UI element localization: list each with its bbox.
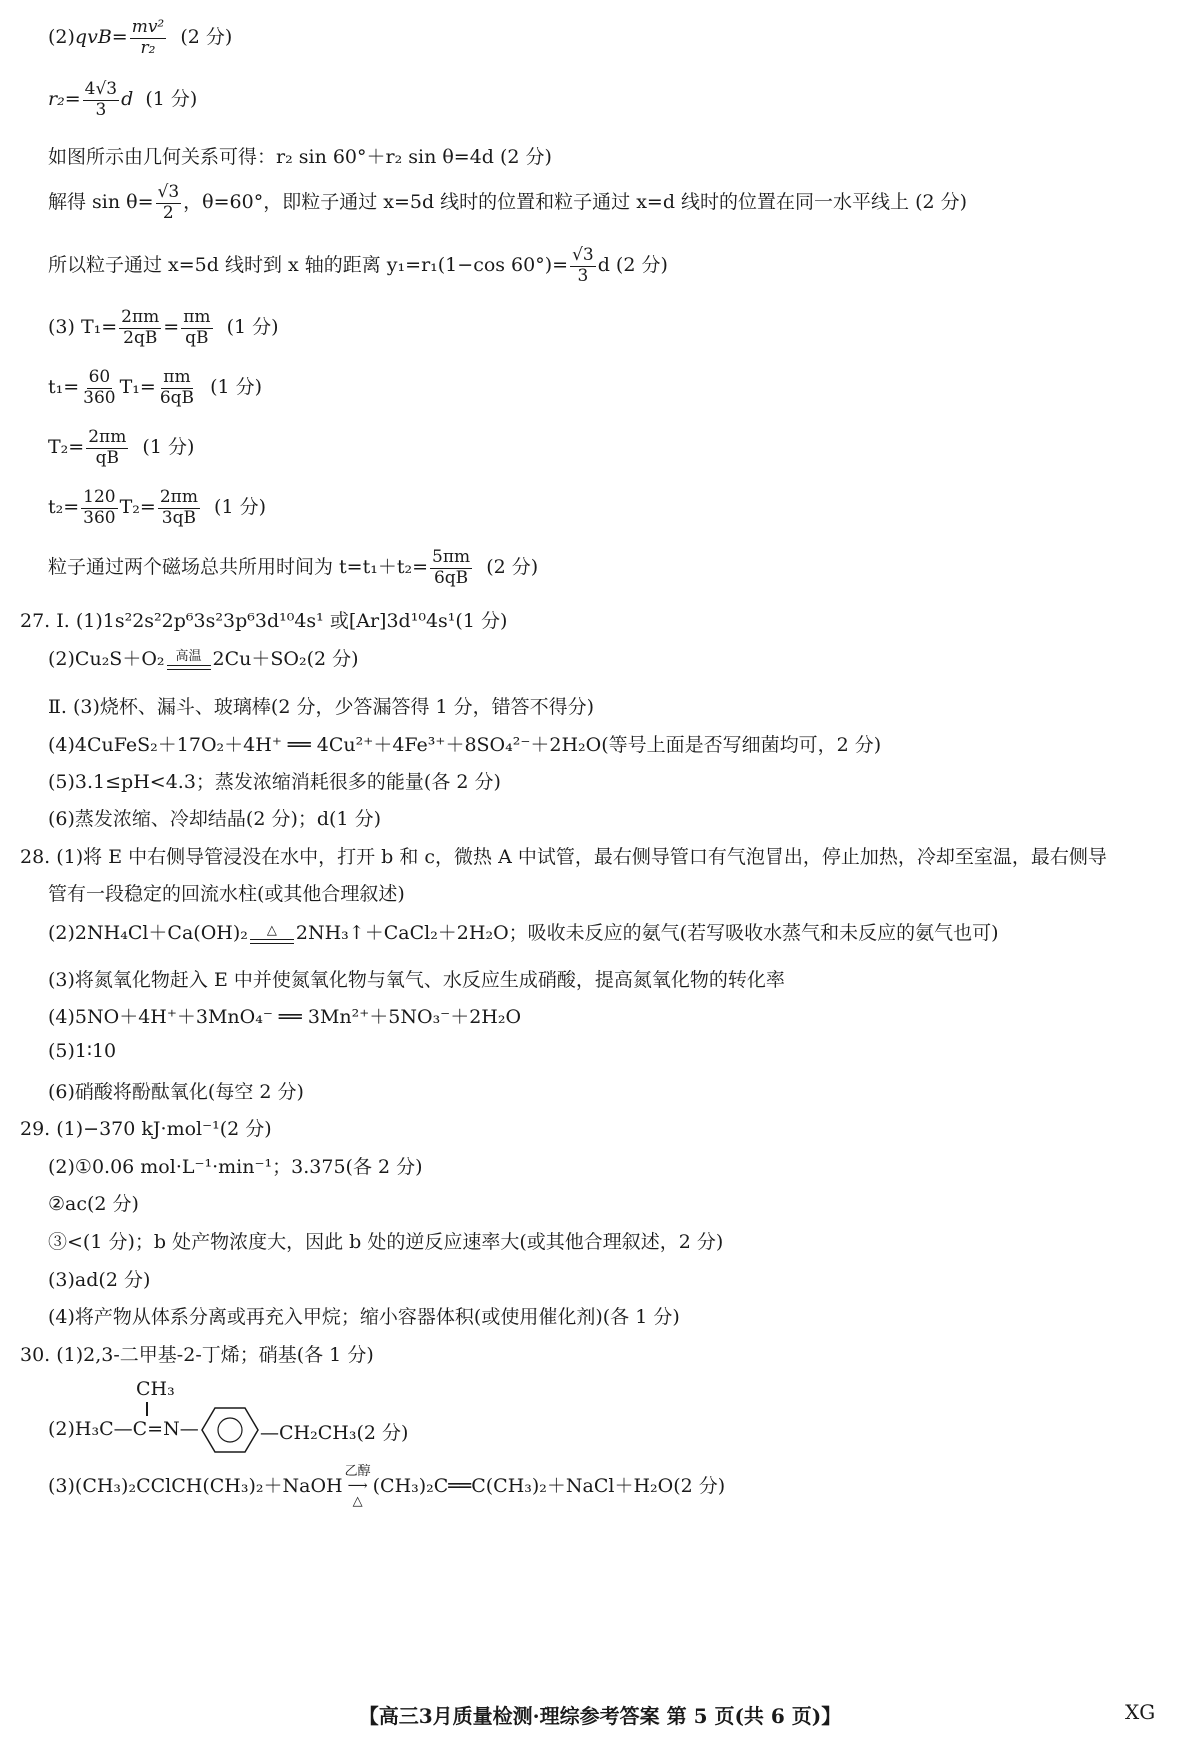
q26-3c-line — [48, 428, 194, 468]
frac-num: πm — [183, 307, 211, 327]
q28-2-line — [48, 918, 998, 945]
condition-text: 高温 — [175, 649, 202, 665]
q28-1a-line: 28. (1)将 E 中右侧导管浸没在水中，打开 b 和 c，微热 A 中试管，最右侧导管口有气泡冒出，停止加热，冷却至室温，最右侧导 — [20, 846, 1107, 868]
q28-2-pre: (2)2NH₄Cl＋Ca(OH)₂ — [48, 922, 248, 944]
q26-2b-tail: d — [121, 88, 134, 111]
q26-3e-pre: 粒子通过两个磁场总共所用时间为 t=t₁＋t₂= — [48, 556, 429, 579]
q28-1b-line: 管有一段稳定的回流水柱(或其他合理叙述) — [48, 883, 405, 905]
q26-3d-pre: t₂= — [48, 496, 80, 519]
frac-den: 3 — [95, 99, 107, 120]
q26-3d-score: (1 分) — [214, 496, 267, 519]
footer-tag: XG — [1125, 1700, 1156, 1724]
q28-2-post: 2NH₃↑＋CaCl₂＋2H₂O；吸收未反应的氨气(若写吸收水蒸气和未反应的氨气也可) — [295, 922, 999, 944]
q26-2c-line: 如图所示由几何关系可得：r₂ sin 60°＋r₂ sin θ=4d (2 分) — [48, 146, 552, 168]
q26-3c-pre: T₂= — [48, 436, 85, 459]
frac-den: qB — [95, 447, 119, 468]
frac-den: qB — [185, 327, 209, 348]
frac-num: √3 — [572, 245, 594, 265]
frac-den: r₂ — [140, 37, 156, 58]
q26-3d-line — [48, 488, 266, 528]
page-footer: 【高三3月质量检测·理综参考答案 第 5 页(共 6 页)】 — [358, 1704, 842, 1728]
q26-2b-line — [48, 80, 197, 120]
benzene-ring-icon — [200, 1404, 260, 1456]
q26-2a-prefix: (2) — [48, 26, 75, 49]
frac-den: 3qB — [161, 507, 196, 528]
q28-4-line: (4)5NO＋4H⁺＋3MnO₄⁻ ══ 3Mn²⁺＋5NO₃⁻＋2H₂O — [48, 1006, 522, 1028]
q26-2b-frac — [83, 80, 119, 120]
q26-3b-pre: t₁= — [48, 376, 80, 399]
q26-2e-pre: 所以粒子通过 x=5d 线时到 x 轴的距离 y₁=r₁(1−cos 60°)= — [48, 254, 569, 277]
frac-num: πm — [163, 367, 191, 387]
q29-1-line: 29. (1)−370 kJ·mol⁻¹(2 分) — [20, 1118, 272, 1140]
q27-5-line: (5)3.1≤pH<4.3；蒸发浓缩消耗很多的能量(各 2 分) — [48, 771, 501, 793]
q26-3b-mid: T₁= — [119, 376, 156, 399]
q27-4-line: (4)4CuFeS₂＋17O₂＋4H⁺ ══ 4Cu²⁺＋4Fe³⁺＋8SO₄²⁻＋2H₂O(等号上面是否写细菌均可，2 分) — [48, 734, 882, 756]
frac-num: 2πm — [159, 487, 198, 507]
q26-3a-line: (3) T₁= $\frac{2\pi m}{2qB}$ = $\frac{\pi m}{qB}$ (1 分) — [48, 307, 279, 348]
q26-2d-post: ，θ=60°，即粒子通过 x=5d 线时的位置和粒子通过 x=d 线时的位置在同一水平线上 (2 分) — [183, 191, 968, 214]
q26-3a-frac2 — [181, 308, 212, 348]
q26-3e-line — [48, 548, 538, 588]
q26-3d-mid: T₂= — [119, 496, 156, 519]
q30-3-post: (CH₃)₂C══C(CH₃)₂＋NaCl＋H₂O(2 分) — [372, 1474, 726, 1497]
q30-1-line: 30. (1)2,3-二甲基-2-丁烯；硝基(各 1 分) — [20, 1344, 374, 1366]
double-equals-sign — [167, 665, 211, 670]
q26-2e-line — [48, 246, 668, 286]
condition-text-bottom: △ — [352, 1493, 363, 1509]
q26-2a-score: (2 分) — [180, 26, 233, 49]
q26-2d-pre: 解得 sin θ= — [48, 191, 154, 214]
q26-2e-frac — [570, 246, 596, 286]
q30-2-pre: (2)H₃C—C=N— — [48, 1418, 199, 1440]
arrow-icon: ⟶ — [347, 1478, 368, 1495]
q26-2d-line — [48, 183, 967, 223]
q26-2b-score: (1 分) — [145, 88, 198, 111]
q27-6-line: (6)蒸发浓缩、冷却结晶(2 分)；d(1 分) — [48, 808, 381, 830]
frac-den: 360 — [83, 507, 116, 528]
q26-3a-pre: (3) T₁= — [48, 316, 118, 339]
frac-den: 6qB — [433, 567, 469, 588]
q26-2a-line — [48, 18, 232, 58]
q28-5-line: (5)1∶10 — [48, 1040, 117, 1062]
frac-num: √3 — [157, 182, 180, 202]
q29-2b-line: ②ac(2 分) — [48, 1193, 139, 1215]
q26-2a-frac — [130, 18, 167, 58]
frac-num: 2πm — [121, 307, 160, 327]
frac-den: 2qB — [123, 327, 158, 348]
q29-3-line: (3)ad(2 分) — [48, 1269, 151, 1291]
frac-num: 2πm — [88, 427, 127, 447]
q26-3b-frac2 — [158, 368, 196, 408]
condition-text: △ — [266, 923, 277, 939]
q29-2a-line: (2)①0.06 mol·L⁻¹·min⁻¹；3.375(各 2 分) — [48, 1156, 423, 1178]
q30-2-post: —CH₂CH₃(2 分) — [260, 1422, 409, 1444]
frac-den: 3 — [577, 265, 589, 286]
frac-num: 60 — [88, 367, 111, 387]
frac-num: mv² — [131, 17, 165, 37]
q26-3e-score: (2 分) — [486, 556, 539, 579]
q27-2-condition — [167, 650, 211, 669]
q26-3b-score: (1 分) — [210, 376, 263, 399]
q26-2a-lhs: qvB= — [74, 26, 128, 49]
q29-2c-line: ③<(1 分)；b 处产物浓度大，因此 b 处的逆反应速率大(或其他合理叙述，2 分) — [48, 1231, 724, 1253]
q27-2-line — [48, 644, 359, 671]
q30-3-line — [48, 1465, 725, 1509]
q27-2-post: 2Cu＋SO₂(2 分) — [212, 648, 359, 670]
q26-3d-frac2 — [158, 488, 200, 528]
q30-3-condition — [345, 1465, 371, 1509]
frac-den: 2 — [162, 202, 174, 223]
q27-3-line: Ⅱ. (3)烧杯、漏斗、玻璃棒(2 分，少答漏答得 1 分，错答不得分) — [48, 696, 595, 718]
q30-3-pre: (3)(CH₃)₂CClCH(CH₃)₂＋NaOH — [48, 1474, 343, 1497]
frac-den: 360 — [83, 387, 116, 408]
q28-2-condition — [250, 924, 294, 943]
q26-3e-frac — [430, 548, 472, 588]
q26-2d-frac — [156, 183, 182, 223]
q27-2-pre: (2)Cu₂S＋O₂ — [48, 648, 165, 670]
q26-3b-line — [48, 368, 262, 408]
q28-6-line: (6)硝酸将酚酞氧化(每空 2 分) — [48, 1081, 304, 1103]
q26-3c-score: (1 分) — [142, 436, 195, 459]
q27-1-line: 27. Ⅰ. (1)1s²2s²2p⁶3s²3p⁶3d¹⁰4s¹ 或[Ar]3d¹⁰4s¹(1 分) — [20, 610, 508, 632]
frac-den: 6qB — [159, 387, 195, 408]
q28-3-line: (3)将氮氧化物赶入 E 中并使氮氧化物与氧气、水反应生成硝酸，提高氮氧化物的转化率 — [48, 969, 785, 991]
q26-3a-score: (1 分) — [226, 316, 279, 339]
q26-2e-post: d (2 分) — [597, 254, 668, 277]
q26-2b-lhs: r₂= — [48, 88, 81, 111]
q26-3c-frac — [86, 428, 128, 468]
condition-text: 乙醇 — [344, 1464, 371, 1479]
q29-4-line: (4)将产物从体系分离或再充入甲烷；缩小容器体积(或使用催化剂)(各 1 分) — [48, 1306, 680, 1328]
q26-3a-frac1 — [119, 308, 161, 348]
frac-num: 5πm — [432, 547, 471, 567]
frac-num: 120 — [83, 487, 116, 507]
vertical-bond — [146, 1402, 148, 1416]
methyl-group-label: CH₃ — [136, 1378, 175, 1400]
double-equals-sign — [250, 939, 294, 944]
q26-3b-frac1 — [81, 368, 117, 408]
frac-num: 4√3 — [84, 79, 118, 99]
q26-3d-frac1 — [81, 488, 117, 528]
